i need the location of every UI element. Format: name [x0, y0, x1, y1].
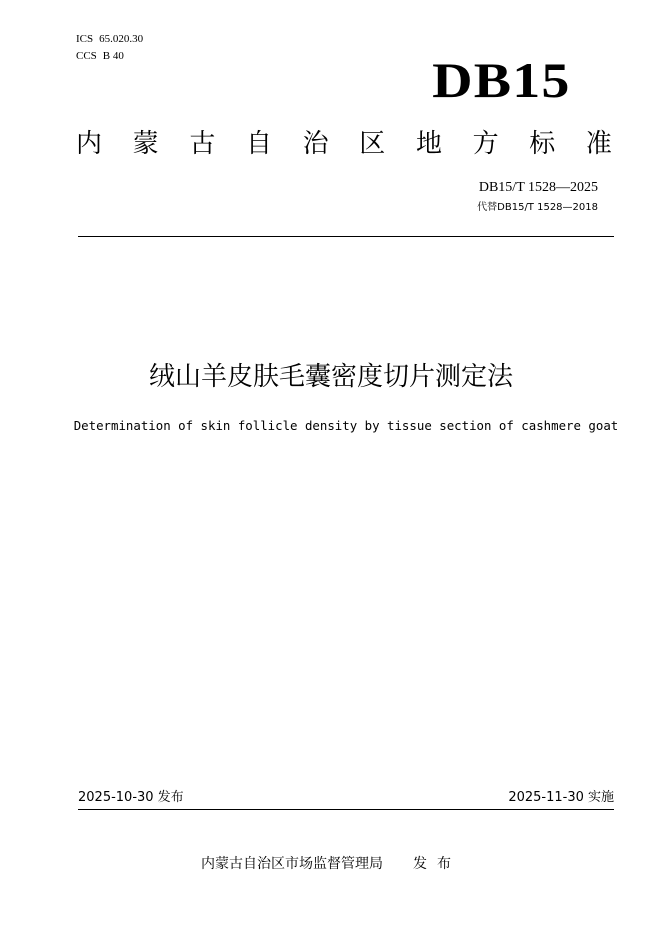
standard-type-char: 蒙	[132, 129, 159, 159]
standard-type-char: 标	[529, 129, 556, 159]
standard-type-char: 内	[76, 129, 103, 159]
issuer-line	[0, 854, 662, 874]
standard-type-heading	[76, 128, 612, 160]
ccs-line	[76, 50, 124, 63]
standard-type-char: 治	[302, 129, 329, 159]
standard-type-char: 准	[585, 129, 612, 159]
standard-type-char: 方	[472, 129, 499, 159]
publish-date: 2025-10-30 发布	[78, 790, 184, 805]
implement-date: 2025-11-30 实施	[508, 790, 614, 805]
standard-number: DB15/T 1528—2025	[478, 180, 598, 195]
ics-line	[76, 33, 143, 46]
ics-code: 65.020.30	[99, 33, 144, 45]
ics-label: ICS	[76, 33, 94, 45]
title-english: Determination of skin follicle density by tissue section of cashmere goat	[73, 418, 619, 433]
standard-type-char: 自	[245, 129, 272, 159]
db15-logo: DB15	[431, 52, 570, 108]
standard-type-char: 古	[189, 129, 216, 159]
standard-type-char: 区	[359, 129, 386, 159]
date-row	[78, 789, 614, 807]
standard-type-char: 地	[415, 129, 442, 159]
replaces-standard: 代替DB15/T 1528—2018	[477, 202, 598, 213]
issuer-name: 内蒙古自治区市场监督管理局	[201, 856, 383, 872]
header-divider	[78, 236, 614, 237]
ccs-code: B 40	[102, 50, 124, 62]
title-chinese: 绒山羊皮肤毛囊密度切片测定法	[148, 362, 513, 392]
issue-action: 发布	[413, 856, 461, 872]
ccs-label: CCS	[76, 50, 97, 62]
footer-divider	[78, 809, 614, 810]
